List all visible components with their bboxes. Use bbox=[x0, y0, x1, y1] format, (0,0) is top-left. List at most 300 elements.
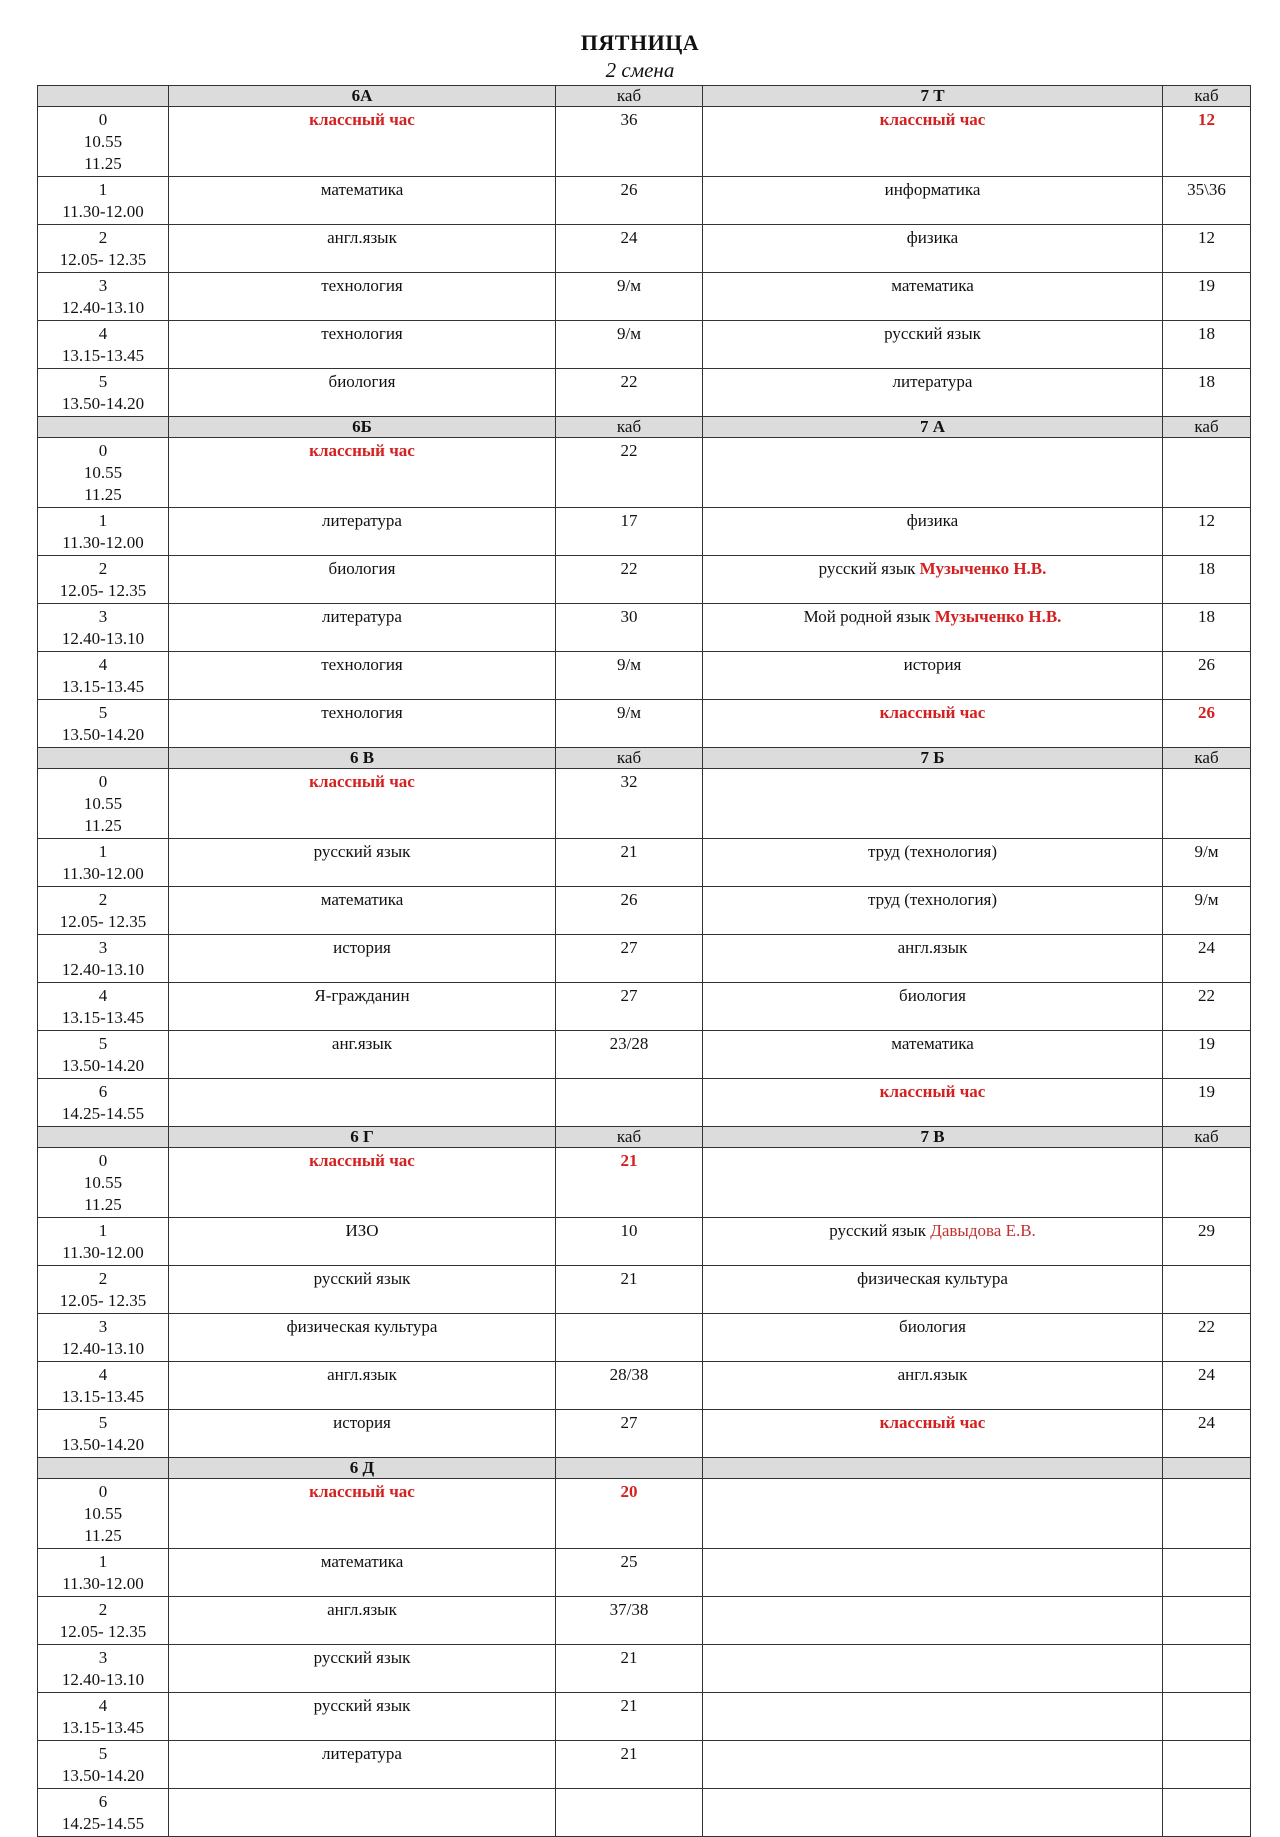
subject-left-cell bbox=[169, 1148, 556, 1218]
cabinet-left: 21 bbox=[620, 1648, 638, 1667]
subject-right: история bbox=[903, 655, 962, 674]
lesson-row bbox=[38, 1079, 1251, 1127]
subject-right: математика bbox=[891, 276, 974, 295]
lesson-time-cell bbox=[38, 1789, 169, 1837]
subject-left-cell bbox=[169, 508, 556, 556]
header-blank bbox=[38, 417, 169, 438]
class-label: 7 Б bbox=[920, 748, 945, 767]
lesson-time-cell bbox=[38, 1314, 169, 1362]
subject-right: русский язык bbox=[884, 324, 981, 343]
lesson-time-cell bbox=[38, 556, 169, 604]
lesson-row bbox=[38, 177, 1251, 225]
cab-header-right bbox=[1163, 1458, 1251, 1479]
lesson-row bbox=[38, 839, 1251, 887]
lesson-row bbox=[38, 1148, 1251, 1218]
lesson-row bbox=[38, 107, 1251, 177]
lesson-row bbox=[38, 556, 1251, 604]
subject-right: литература bbox=[892, 372, 973, 391]
cabinet-left: 21 bbox=[620, 842, 638, 861]
lesson-row bbox=[38, 652, 1251, 700]
cab-header-left: каб bbox=[556, 417, 703, 438]
subject-left: математика bbox=[320, 180, 404, 199]
teacher-name: Давыдова Е.В. bbox=[930, 1221, 1036, 1240]
cabinet-left: 22 bbox=[620, 441, 638, 460]
lesson-time: 12.05- 12.35 bbox=[59, 581, 147, 600]
lesson-time-cell bbox=[38, 177, 169, 225]
cabinet-left: 9/м bbox=[617, 703, 641, 722]
lesson-time-cell bbox=[38, 438, 169, 508]
lesson-row bbox=[38, 321, 1251, 369]
subject-left: англ.язык bbox=[327, 1365, 397, 1384]
lesson-number: 6 bbox=[98, 1082, 108, 1101]
lesson-time-cell bbox=[38, 1362, 169, 1410]
class-name-right bbox=[703, 86, 1163, 107]
lesson-row bbox=[38, 1693, 1251, 1741]
subject-left: русский язык bbox=[313, 842, 411, 861]
lesson-time: 10.55 bbox=[83, 1504, 123, 1523]
subject-left-cell bbox=[169, 1789, 556, 1837]
subject-right-cell bbox=[703, 839, 1163, 887]
subject-right-cell bbox=[703, 369, 1163, 417]
cabinet-right-cell bbox=[1163, 273, 1251, 321]
lesson-time-cell bbox=[38, 769, 169, 839]
lesson-row bbox=[38, 1218, 1251, 1266]
cabinet-left: 24 bbox=[620, 228, 638, 247]
lesson-number: 1 bbox=[98, 1221, 108, 1240]
subject-left-cell bbox=[169, 1266, 556, 1314]
lesson-number: 3 bbox=[98, 607, 108, 626]
subject-left-cell bbox=[169, 369, 556, 417]
class-label: 6Б bbox=[352, 417, 372, 436]
header-blank bbox=[38, 86, 169, 107]
subject-right-cell bbox=[703, 1031, 1163, 1079]
lesson-time: 14.25-14.55 bbox=[61, 1814, 145, 1833]
cabinet-left: 27 bbox=[620, 1413, 638, 1432]
subject-left: ИЗО bbox=[345, 1221, 379, 1240]
lesson-time-cell bbox=[38, 839, 169, 887]
subject-right-cell bbox=[703, 321, 1163, 369]
lesson-time-cell bbox=[38, 1693, 169, 1741]
subject-right-cell bbox=[703, 225, 1163, 273]
lesson-number: 5 bbox=[98, 372, 108, 391]
subject-left: классный час bbox=[309, 1151, 415, 1170]
cabinet-right-cell bbox=[1163, 604, 1251, 652]
lesson-time: 14.25-14.55 bbox=[61, 1104, 145, 1123]
lesson-time-end: 11.25 bbox=[84, 1195, 122, 1214]
lesson-time-cell bbox=[38, 935, 169, 983]
lesson-row bbox=[38, 1549, 1251, 1597]
class-header-row bbox=[38, 86, 1251, 107]
subject-right-cell bbox=[703, 983, 1163, 1031]
cabinet-right: 24 bbox=[1198, 1365, 1215, 1384]
lesson-time-cell bbox=[38, 1549, 169, 1597]
cabinet-right-cell bbox=[1163, 556, 1251, 604]
subject-right-cell bbox=[703, 769, 1163, 839]
lesson-number: 5 bbox=[98, 703, 108, 722]
class-header-row bbox=[38, 1458, 1251, 1479]
subject-left: классный час bbox=[309, 110, 415, 129]
subject-left: литература bbox=[322, 1744, 402, 1763]
lesson-time: 11.30-12.00 bbox=[62, 1574, 144, 1593]
cabinet-right-cell bbox=[1163, 700, 1251, 748]
class-name-right bbox=[703, 1127, 1163, 1148]
subject-left: технология bbox=[321, 276, 403, 295]
subject-right-cell bbox=[703, 1362, 1163, 1410]
lesson-time: 12.40-13.10 bbox=[61, 629, 145, 648]
lesson-time: 11.30-12.00 bbox=[62, 1243, 144, 1262]
header-blank bbox=[38, 748, 169, 769]
subject-right: классный час bbox=[879, 703, 986, 722]
subject-right-cell bbox=[703, 1597, 1163, 1645]
lesson-number: 1 bbox=[98, 180, 108, 199]
cabinet-left: 9/м bbox=[617, 276, 641, 295]
lesson-time: 10.55 bbox=[83, 132, 123, 151]
subject-left-cell bbox=[169, 839, 556, 887]
lesson-time-cell bbox=[38, 1148, 169, 1218]
subject-right: труд (технология) bbox=[867, 842, 998, 861]
subject-left-cell bbox=[169, 1314, 556, 1362]
cabinet-right-cell bbox=[1163, 652, 1251, 700]
cabinet-right-cell bbox=[1163, 1362, 1251, 1410]
class-label: 6 В bbox=[349, 748, 375, 767]
class-name-right bbox=[703, 1458, 1163, 1479]
lesson-time: 10.55 bbox=[83, 794, 123, 813]
cabinet-left-cell bbox=[556, 107, 703, 177]
subject-left-cell bbox=[169, 769, 556, 839]
cabinet-right: 18 bbox=[1198, 372, 1215, 391]
lesson-row bbox=[38, 1741, 1251, 1789]
lesson-time-cell bbox=[38, 1079, 169, 1127]
lesson-time: 11.30-12.00 bbox=[62, 864, 144, 883]
teacher-name: Музыченко Н.В. bbox=[919, 559, 1047, 578]
subject-left-cell bbox=[169, 983, 556, 1031]
cabinet-right-cell bbox=[1163, 1741, 1251, 1789]
subject-left: биология bbox=[328, 372, 396, 391]
lesson-row bbox=[38, 225, 1251, 273]
cabinet-right-cell bbox=[1163, 1789, 1251, 1837]
cabinet-left-cell bbox=[556, 321, 703, 369]
subject-right: русский язык bbox=[818, 559, 916, 578]
subject-left-cell bbox=[169, 225, 556, 273]
subject-right-cell bbox=[703, 438, 1163, 508]
cabinet-right-cell bbox=[1163, 1479, 1251, 1549]
class-label: 6 Д bbox=[349, 1458, 375, 1477]
cabinet-left-cell bbox=[556, 1693, 703, 1741]
cabinet-right-cell bbox=[1163, 1693, 1251, 1741]
cabinet-right-cell bbox=[1163, 508, 1251, 556]
subject-left: русский язык bbox=[313, 1696, 411, 1715]
cabinet-left: 30 bbox=[620, 607, 638, 626]
cabinet-right: 9/м bbox=[1194, 842, 1219, 861]
cabinet-left-cell bbox=[556, 1079, 703, 1127]
cabinet-right-cell bbox=[1163, 1314, 1251, 1362]
cabinet-right-cell bbox=[1163, 839, 1251, 887]
cabinet-left: 21 bbox=[620, 1151, 638, 1170]
class-label: 6 Г bbox=[350, 1127, 374, 1146]
lesson-number: 4 bbox=[98, 1365, 108, 1384]
cabinet-right-cell bbox=[1163, 1549, 1251, 1597]
cab-header-right: каб bbox=[1163, 86, 1251, 107]
lesson-time-cell bbox=[38, 1597, 169, 1645]
subject-left-cell bbox=[169, 177, 556, 225]
cabinet-left-cell bbox=[556, 839, 703, 887]
cabinet-left-cell bbox=[556, 177, 703, 225]
cabinet-left-cell bbox=[556, 225, 703, 273]
subject-left-cell bbox=[169, 604, 556, 652]
subject-left: технология bbox=[321, 703, 403, 722]
header-blank bbox=[38, 1458, 169, 1479]
class-label: 7 Т bbox=[920, 86, 945, 105]
cabinet-left: 9/м bbox=[617, 655, 641, 674]
lesson-time: 10.55 bbox=[83, 1173, 123, 1192]
cabinet-left-cell bbox=[556, 1549, 703, 1597]
lesson-row bbox=[38, 983, 1251, 1031]
cab-header-right: каб bbox=[1163, 417, 1251, 438]
lesson-row bbox=[38, 700, 1251, 748]
class-header-row bbox=[38, 417, 1251, 438]
lesson-time: 13.15-13.45 bbox=[61, 1387, 145, 1406]
lesson-time: 13.50-14.20 bbox=[61, 394, 145, 413]
lesson-row bbox=[38, 935, 1251, 983]
cabinet-right-cell bbox=[1163, 321, 1251, 369]
subject-left-cell bbox=[169, 1362, 556, 1410]
cabinet-left-cell bbox=[556, 604, 703, 652]
lesson-time-cell bbox=[38, 1031, 169, 1079]
lesson-time: 10.55 bbox=[83, 463, 123, 482]
class-name-right bbox=[703, 748, 1163, 769]
subject-left-cell bbox=[169, 887, 556, 935]
subject-right-cell bbox=[703, 1218, 1163, 1266]
subject-left: математика bbox=[320, 1552, 404, 1571]
class-header-row bbox=[38, 1127, 1251, 1148]
subject-left: литература bbox=[322, 511, 402, 530]
subject-right-cell bbox=[703, 1410, 1163, 1458]
lesson-number: 4 bbox=[98, 324, 108, 343]
cabinet-right-cell bbox=[1163, 438, 1251, 508]
lesson-time-end: 11.25 bbox=[84, 154, 122, 173]
cabinet-left-cell bbox=[556, 438, 703, 508]
lesson-number: 5 bbox=[98, 1034, 108, 1053]
cabinet-right-cell bbox=[1163, 935, 1251, 983]
lesson-row bbox=[38, 1362, 1251, 1410]
subject-left: классный час bbox=[309, 772, 415, 791]
lesson-time-cell bbox=[38, 700, 169, 748]
subject-right: Мой родной язык bbox=[803, 607, 931, 626]
cabinet-right: 22 bbox=[1198, 1317, 1215, 1336]
subject-right-cell bbox=[703, 177, 1163, 225]
cabinet-left: 27 bbox=[620, 938, 638, 957]
cabinet-right-cell bbox=[1163, 107, 1251, 177]
cabinet-left: 22 bbox=[620, 372, 638, 391]
cabinet-right: 24 bbox=[1198, 1413, 1215, 1432]
cabinet-right-cell bbox=[1163, 1266, 1251, 1314]
lesson-time: 12.05- 12.35 bbox=[59, 250, 147, 269]
subject-left-cell bbox=[169, 321, 556, 369]
cabinet-left-cell bbox=[556, 1479, 703, 1549]
subject-right-cell bbox=[703, 935, 1163, 983]
lesson-time: 13.15-13.45 bbox=[61, 1718, 145, 1737]
lesson-row bbox=[38, 508, 1251, 556]
subject-left-cell bbox=[169, 1741, 556, 1789]
cabinet-left-cell bbox=[556, 369, 703, 417]
cabinet-right: 19 bbox=[1198, 1034, 1215, 1053]
lesson-row bbox=[38, 1789, 1251, 1837]
subject-left-cell bbox=[169, 700, 556, 748]
cabinet-left: 22 bbox=[620, 559, 638, 578]
subject-left: классный час bbox=[309, 1482, 415, 1501]
lesson-number: 4 bbox=[98, 986, 108, 1005]
lesson-time: 11.30-12.00 bbox=[62, 533, 144, 552]
subject-right-cell bbox=[703, 652, 1163, 700]
subject-right-cell bbox=[703, 273, 1163, 321]
cab-header-left bbox=[556, 1458, 703, 1479]
lesson-number: 0 bbox=[98, 441, 108, 460]
cabinet-left: 26 bbox=[620, 890, 638, 909]
cabinet-left-cell bbox=[556, 887, 703, 935]
lesson-row bbox=[38, 1410, 1251, 1458]
cabinet-left: 20 bbox=[620, 1482, 638, 1501]
cabinet-left: 36 bbox=[620, 110, 638, 129]
subject-right-cell bbox=[703, 556, 1163, 604]
lesson-row bbox=[38, 769, 1251, 839]
cabinet-right-cell bbox=[1163, 1597, 1251, 1645]
cabinet-left: 10 bbox=[620, 1221, 638, 1240]
lesson-row bbox=[38, 1314, 1251, 1362]
subject-right-cell bbox=[703, 1314, 1163, 1362]
lesson-time-cell bbox=[38, 107, 169, 177]
cabinet-right: 24 bbox=[1198, 938, 1215, 957]
subject-left-cell bbox=[169, 107, 556, 177]
cabinet-left-cell bbox=[556, 556, 703, 604]
teacher-name: Музыченко Н.В. bbox=[934, 607, 1062, 626]
cabinet-right-cell bbox=[1163, 769, 1251, 839]
subject-right-cell bbox=[703, 107, 1163, 177]
cabinet-right-cell bbox=[1163, 177, 1251, 225]
cabinet-left-cell bbox=[556, 1597, 703, 1645]
cabinet-left: 37/38 bbox=[609, 1600, 649, 1619]
lesson-number: 0 bbox=[98, 1482, 108, 1501]
cabinet-left-cell bbox=[556, 1148, 703, 1218]
subject-left-cell bbox=[169, 1079, 556, 1127]
subject-left-cell bbox=[169, 1693, 556, 1741]
cabinet-left-cell bbox=[556, 273, 703, 321]
cabinet-right: 12 bbox=[1198, 511, 1215, 530]
cabinet-left-cell bbox=[556, 769, 703, 839]
lesson-row bbox=[38, 369, 1251, 417]
lesson-number: 3 bbox=[98, 276, 108, 295]
cabinet-left: 9/м bbox=[617, 324, 641, 343]
subject-left: история bbox=[333, 938, 391, 957]
lesson-row bbox=[38, 887, 1251, 935]
lesson-time-cell bbox=[38, 225, 169, 273]
subject-left-cell bbox=[169, 438, 556, 508]
subject-right-cell bbox=[703, 604, 1163, 652]
subject-left: классный час bbox=[309, 441, 415, 460]
cabinet-right: 29 bbox=[1198, 1221, 1215, 1240]
lesson-time: 13.15-13.45 bbox=[61, 1008, 145, 1027]
subject-left: анг.язык bbox=[331, 1034, 393, 1053]
cabinet-right: 19 bbox=[1198, 1082, 1215, 1101]
cabinet-left-cell bbox=[556, 935, 703, 983]
lesson-time-cell bbox=[38, 321, 169, 369]
cabinet-left: 23/28 bbox=[609, 1034, 649, 1053]
lesson-time-end: 11.25 bbox=[84, 485, 122, 504]
lesson-time: 12.40-13.10 bbox=[61, 1670, 145, 1689]
lesson-time: 13.50-14.20 bbox=[61, 1056, 145, 1075]
lesson-number: 2 bbox=[98, 1600, 108, 1619]
lesson-number: 5 bbox=[98, 1413, 108, 1432]
class-label: 7 А bbox=[919, 417, 946, 436]
subject-left: математика bbox=[320, 890, 404, 909]
lesson-row bbox=[38, 1645, 1251, 1693]
cabinet-right: 18 bbox=[1198, 607, 1215, 626]
cabinet-left: 28/38 bbox=[609, 1365, 649, 1384]
lesson-time-cell bbox=[38, 887, 169, 935]
cabinet-right: 9/м bbox=[1194, 890, 1219, 909]
cabinet-left: 21 bbox=[620, 1744, 638, 1763]
subject-right: русский язык bbox=[829, 1221, 926, 1240]
cabinet-left: 21 bbox=[620, 1269, 638, 1288]
subject-left-cell bbox=[169, 1479, 556, 1549]
lesson-number: 0 bbox=[98, 772, 108, 791]
class-name-left bbox=[169, 86, 556, 107]
cabinet-right-cell bbox=[1163, 1079, 1251, 1127]
subject-right-cell bbox=[703, 1549, 1163, 1597]
class-label: 7 В bbox=[920, 1127, 945, 1146]
subject-right: физика bbox=[906, 511, 959, 530]
lesson-time: 12.40-13.10 bbox=[61, 1339, 145, 1358]
lesson-time: 13.50-14.20 bbox=[61, 1766, 145, 1785]
subject-left: русский язык bbox=[313, 1648, 411, 1667]
lesson-row bbox=[38, 1266, 1251, 1314]
cabinet-right: 26 bbox=[1198, 655, 1215, 674]
subject-left: технология bbox=[321, 655, 403, 674]
subject-left-cell bbox=[169, 1410, 556, 1458]
lesson-time: 13.50-14.20 bbox=[61, 1435, 145, 1454]
class-header-row bbox=[38, 748, 1251, 769]
subject-left-cell bbox=[169, 1645, 556, 1693]
lesson-number: 5 bbox=[98, 1744, 108, 1763]
class-name-left bbox=[169, 417, 556, 438]
class-name-right bbox=[703, 417, 1163, 438]
lesson-time: 12.40-13.10 bbox=[61, 298, 145, 317]
cabinet-right-cell bbox=[1163, 1410, 1251, 1458]
subject-right-cell bbox=[703, 1693, 1163, 1741]
lesson-number: 3 bbox=[98, 938, 108, 957]
subject-right-cell bbox=[703, 887, 1163, 935]
cabinet-left-cell bbox=[556, 1314, 703, 1362]
cab-header-left: каб bbox=[556, 748, 703, 769]
cabinet-left-cell bbox=[556, 1362, 703, 1410]
cabinet-right: 12 bbox=[1198, 228, 1215, 247]
subject-left-cell bbox=[169, 935, 556, 983]
lesson-number: 3 bbox=[98, 1648, 108, 1667]
subject-left-cell bbox=[169, 1597, 556, 1645]
cabinet-right-cell bbox=[1163, 1148, 1251, 1218]
subject-right-cell bbox=[703, 1789, 1163, 1837]
subject-right: физика bbox=[906, 228, 959, 247]
cab-header-right: каб bbox=[1163, 748, 1251, 769]
subject-left-cell bbox=[169, 1031, 556, 1079]
subject-right-cell bbox=[703, 700, 1163, 748]
lesson-number: 2 bbox=[98, 890, 108, 909]
lesson-time-cell bbox=[38, 1218, 169, 1266]
cab-header-left: каб bbox=[556, 1127, 703, 1148]
subject-right: математика bbox=[891, 1034, 974, 1053]
cabinet-left-cell bbox=[556, 983, 703, 1031]
lesson-time: 12.40-13.10 bbox=[61, 960, 145, 979]
cabinet-right: 19 bbox=[1198, 276, 1215, 295]
